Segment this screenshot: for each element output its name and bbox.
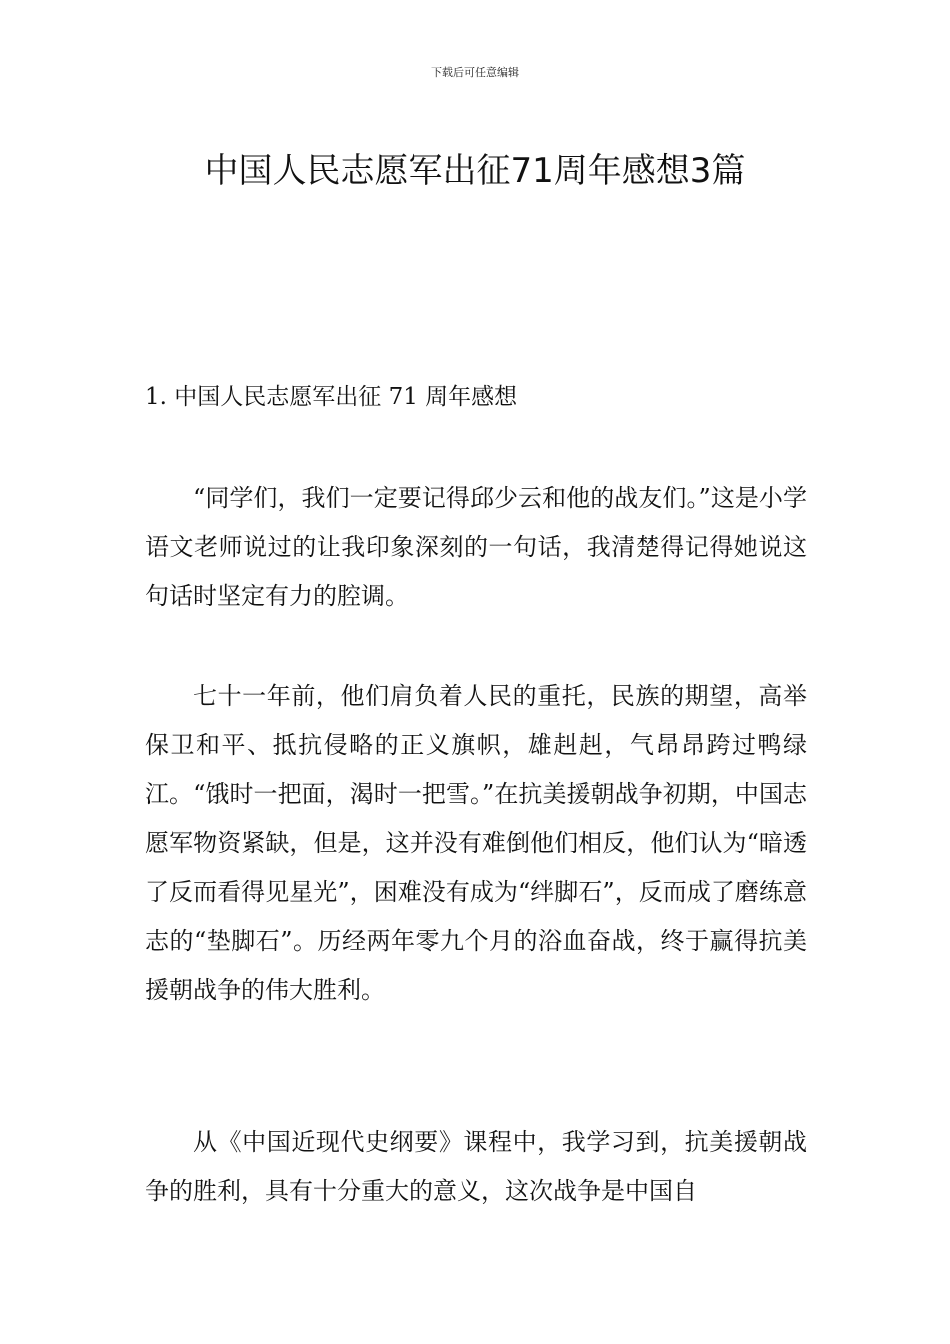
paragraph-1: “同学们，我们一定要记得邱少云和他的战友们。”这是小学语文老师说过的让我印象深刻的一句话，我清楚得记得她说这句话时坚定有力的腔调。 bbox=[145, 484, 807, 610]
paragraph-3: 从《中国近现代史纲要》课程中，我学习到，抗美援朝战争的胜利，具有十分重大的意义，这次战争是中国自 bbox=[145, 1128, 807, 1205]
section-heading: 1. 中国人民志愿军出征 71 周年感想 bbox=[145, 384, 518, 410]
paragraph-2: 七十一年前，他们肩负着人民的重托，民族的期望，高举保卫和平、抵抗侵略的正义旗帜，雄赳赳，气昂昂跨过鸭绿江。“饿时一把面，渴时一把雪。”在抗美援朝战争初期，中国志愿军物资紧缺，但是，这并没有难倒他们相反，他们认为“暗透了反而看得见星光”，困难没有成为“绊脚石”，反而成了磨练意志的“垫脚石”。历经两年零九个月的浴血奋战，终于赢得抗美援朝战争的伟大胜利。 bbox=[145, 682, 807, 1004]
document-title: 中国人民志愿军出征71周年感想3篇 bbox=[204, 150, 746, 191]
header-note: 下载后可任意编辑 bbox=[431, 66, 519, 79]
